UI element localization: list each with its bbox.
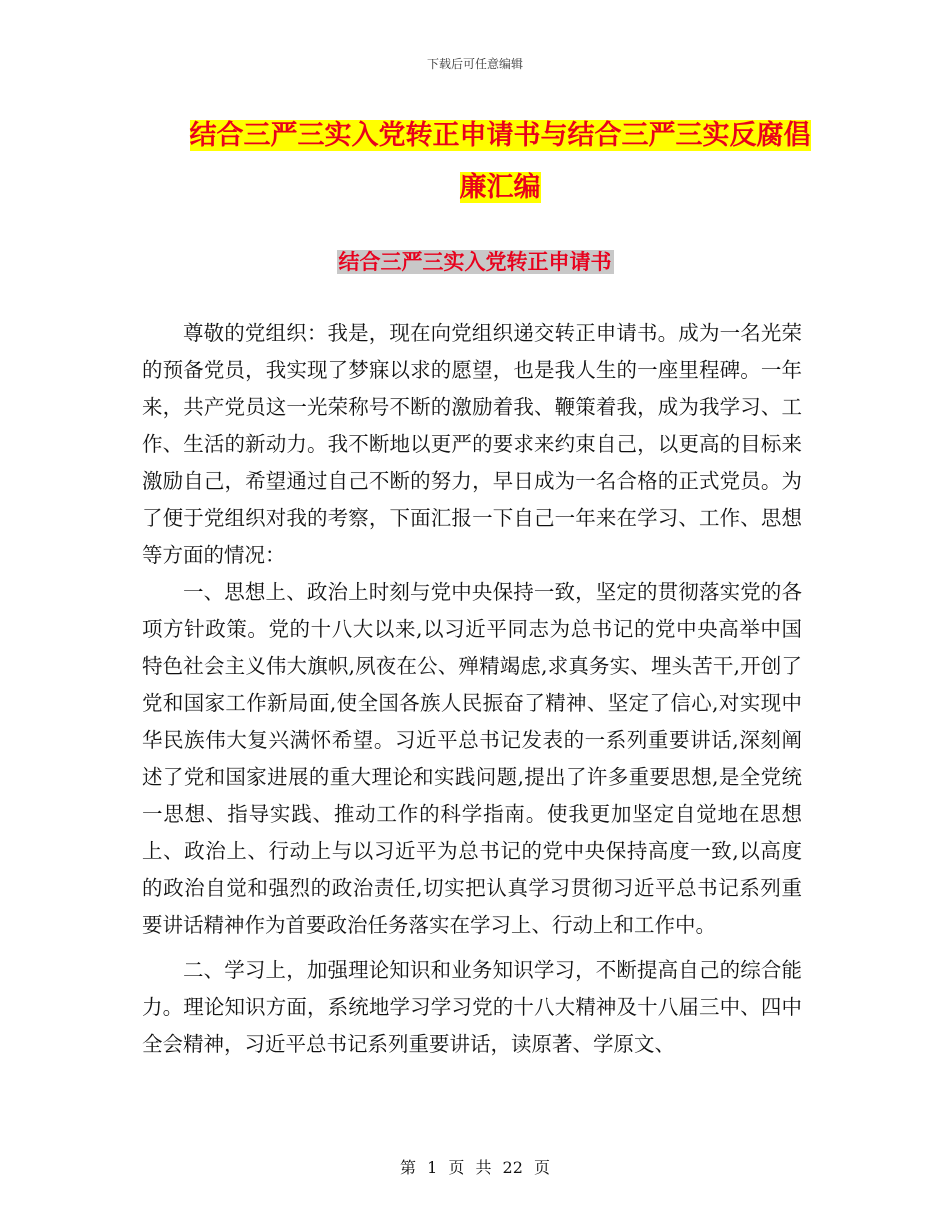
header-note: 下载后可任意编辑 — [426, 57, 523, 71]
document-title-line2: 廉汇编 — [459, 172, 541, 203]
paragraph-point-2: 二、学习上，加强理论知识和业务知识学习，不断提高自己的综合能力。理论知识方面，系统地学习学习党的十八大精神及十八届三中、四中全会精神，习近平总书记系列重要讲话，读原著、学原文、 — [142, 958, 802, 1056]
document-title — [180, 110, 820, 214]
section-title — [0, 245, 950, 279]
body-text — [142, 315, 802, 1063]
page-number-footer: 第 1 页 共 22 页 — [400, 1158, 550, 1177]
document-title-line1: 结合三严三实入党转正申请书与结合三严三实反腐倡 — [189, 120, 811, 151]
paragraph-point-1: 一、思想上、政治上时刻与党中央保持一致，坚定的贯彻落实党的各项方针政策。党的十八大以来,以习近平同志为总书记的党中央高举中国特色社会主义伟大旗帜,夙夜在公、殚精竭虑,求真务实、埋头苦干,开创了党和国家工作新局面,使全国各族人民振奋了精神、坚定了信心,对实现中华民族伟大复兴满怀希望。习近平总书记发表的一系列重要讲话,深刻阐述了党和国家进展的重大理论和实践问题,提出了许多重要思想,是全党统一思想、指导实践、推动工作的科学指南。使我更加坚定自觉地在思想上、政治上、行动上与以习近平为总书记的党中央保持高度一致,以高度的政治自觉和强烈的政治责任,切实把认真学习贯彻习近平总书记系列重要讲话精神作为首要政治任务落实在学习上、行动上和工作中。 — [142, 580, 802, 937]
section-title-text: 结合三严三实入党转正申请书 — [338, 250, 612, 274]
paragraph-intro: 尊敬的党组织：我是，现在向党组织递交转正申请书。成为一名光荣的预备党员，我实现了梦寐以求的愿望，也是我人生的一座里程碑。一年来，共产党员这一光荣称号不断的激励着我、鞭策着我，成为我学习、工作、生活的新动力。我不断地以更严的要求来约束自己，以更高的目标来激励自己，希望通过自己不断的努力，早日成为一名合格的正式党员。为了便于党组织对我的考察，下面汇报一下自己一年来在学习、工作、思想等方面的情况： — [142, 321, 802, 567]
